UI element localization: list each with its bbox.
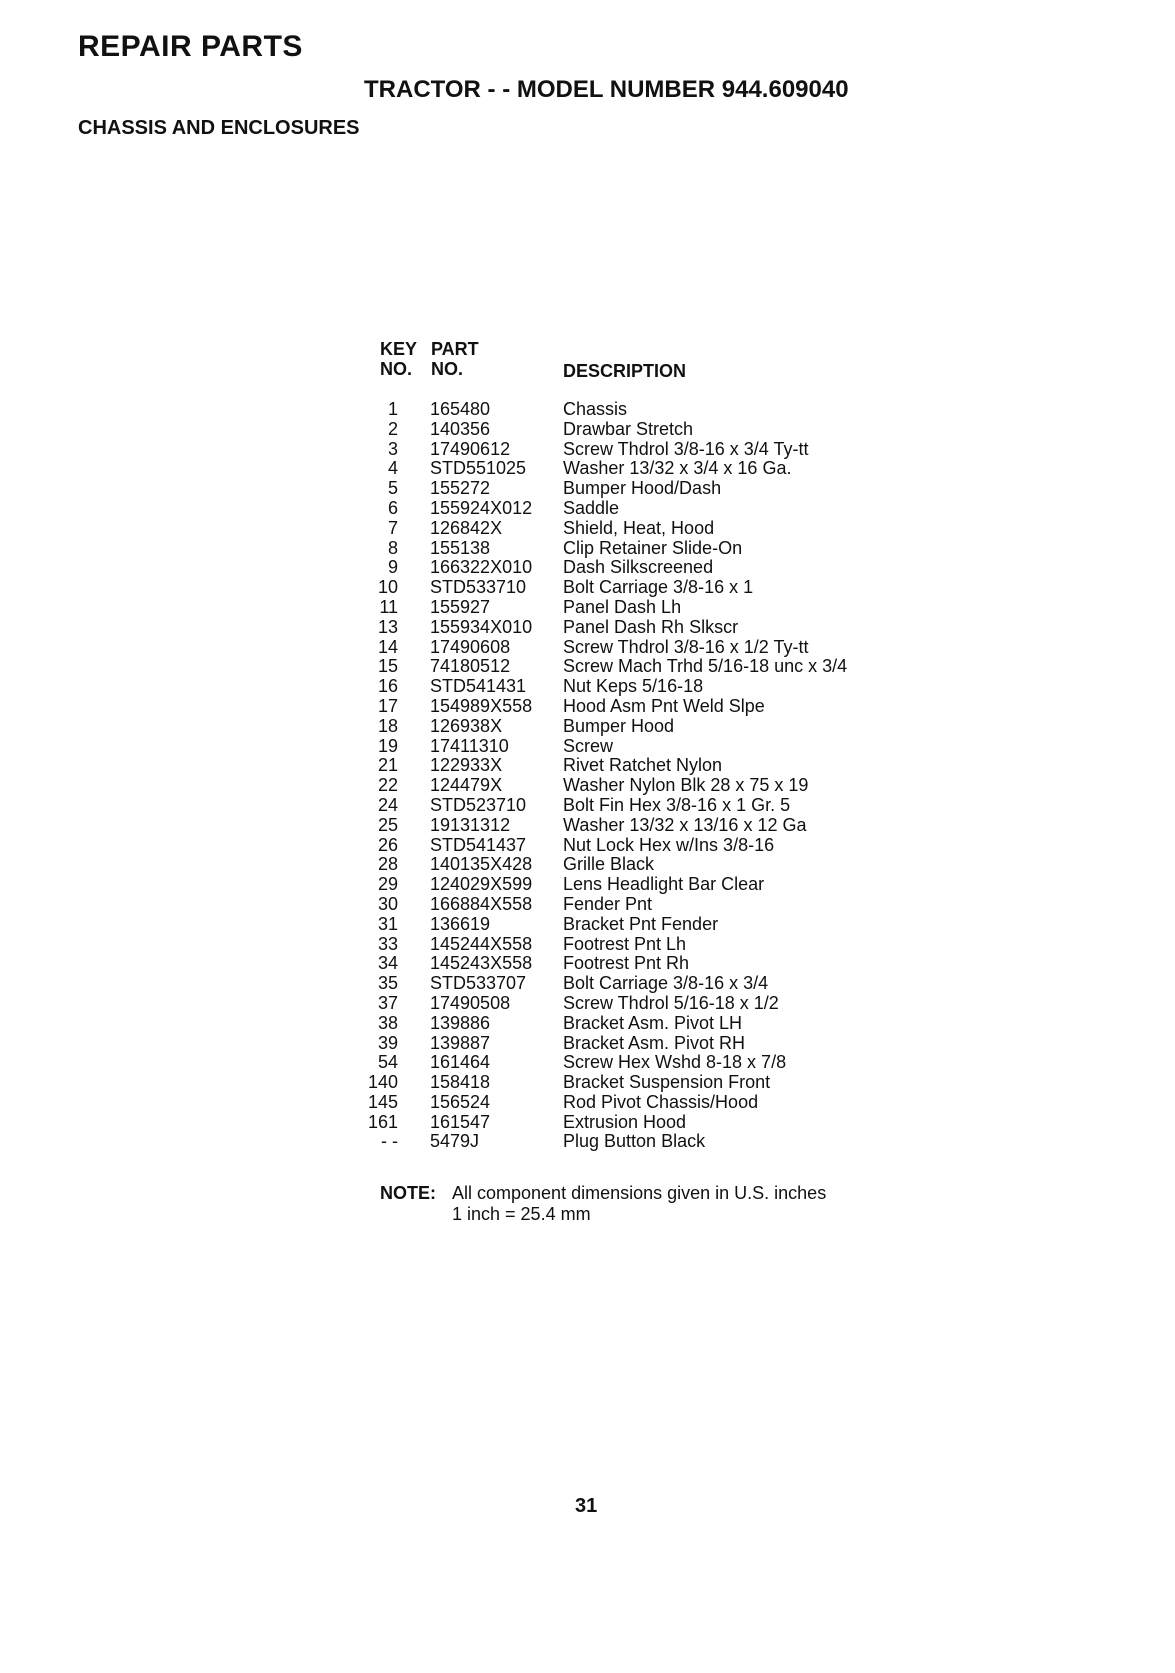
description-cell: Nut Keps 5/16-18 [563, 676, 704, 697]
part-no-cell: 17411310 [430, 735, 509, 756]
table-row [360, 1014, 920, 1034]
key-no-cell: 17 [377, 695, 398, 716]
part-no-cell: 139886 [430, 1012, 491, 1033]
key-no-cell: 28 [377, 854, 398, 875]
description-cell: Saddle [563, 497, 620, 518]
key-no-header-line2: NO. [380, 359, 413, 379]
key-no-header-line1: KEY [380, 339, 418, 359]
key-no-cell: 161 [367, 1111, 398, 1132]
description-cell: Lens Headlight Bar Clear [563, 874, 765, 895]
description-cell: Fender Pnt [563, 893, 653, 914]
key-no-cell: 16 [377, 676, 398, 697]
table-row [360, 915, 920, 935]
key-no-cell: 7 [387, 517, 398, 538]
part-no-cell: 161464 [430, 1052, 491, 1073]
description-cell: Screw Mach Trhd 5/16-18 unc x 3/4 [563, 656, 848, 677]
description-cell: Washer 13/32 x 3/4 x 16 Ga. [563, 458, 792, 479]
table-row [360, 796, 920, 816]
table-row [360, 657, 920, 677]
description-cell: Hood Asm Pnt Weld Slpe [563, 695, 765, 716]
key-no-cell: 8 [387, 537, 398, 558]
table-row [360, 974, 920, 994]
part-no-cell: 140356 [430, 418, 491, 439]
table-row [360, 717, 920, 737]
description-cell: Screw Thdrol 3/8-16 x 3/4 Ty-tt [563, 438, 809, 459]
part-no-cell: 17490508 [430, 992, 511, 1013]
key-no-cell: 13 [377, 616, 398, 637]
part-no-cell: 155138 [430, 537, 491, 558]
table-row [360, 776, 920, 796]
part-no-cell: 17490612 [430, 438, 511, 459]
part-no-cell: 136619 [430, 913, 491, 934]
key-no-cell: 26 [377, 834, 398, 855]
description-cell: Screw Thdrol 3/8-16 x 1/2 Ty-tt [563, 636, 809, 657]
description-cell: Rivet Ratchet Nylon [563, 755, 723, 776]
table-row [360, 677, 920, 697]
key-no-cell: 22 [377, 775, 398, 796]
description-header: DESCRIPTION [563, 361, 687, 381]
table-row [360, 954, 920, 974]
table-row [360, 994, 920, 1014]
part-no-cell: 124479X [430, 775, 503, 796]
description-cell: Screw Hex Wshd 8-18 x 7/8 [563, 1052, 787, 1073]
key-no-cell: 9 [387, 557, 398, 578]
key-no-cell: 37 [377, 992, 398, 1013]
key-no-cell: 19 [377, 735, 398, 756]
description-cell: Bolt Fin Hex 3/8-16 x 1 Gr. 5 [563, 794, 791, 815]
key-no-cell: 29 [377, 874, 398, 895]
section-heading: CHASSIS AND ENCLOSURES [78, 117, 360, 139]
dimension-note [380, 1183, 826, 1225]
key-no-cell: 31 [377, 913, 398, 934]
key-no-cell: 33 [377, 933, 398, 954]
description-cell: Extrusion Hood [563, 1111, 687, 1132]
key-no-cell: 140 [367, 1072, 398, 1093]
description-cell: Panel Dash Lh [563, 596, 682, 617]
table-row [360, 875, 920, 895]
table-row [360, 459, 920, 479]
table-row [360, 1034, 920, 1054]
table-row [360, 420, 920, 440]
table-row [360, 519, 920, 539]
table-row [360, 1093, 920, 1113]
table-row [360, 558, 920, 578]
part-no-cell: 145243X558 [430, 953, 533, 974]
part-no-cell: 154989X558 [430, 695, 533, 716]
key-no-cell: 3 [387, 438, 398, 459]
description-cell: Footrest Pnt Lh [563, 933, 687, 954]
note-label: NOTE: [380, 1183, 436, 1203]
table-row [360, 1073, 920, 1093]
part-no-cell: 166322X010 [430, 557, 533, 578]
description-cell: Bracket Asm. Pivot LH [563, 1012, 743, 1033]
key-no-cell: 1 [387, 399, 398, 419]
model-heading: TRACTOR - - MODEL NUMBER 944.609040 [364, 76, 849, 103]
page-title: REPAIR PARTS [78, 30, 303, 63]
part-no-cell: 155924X012 [430, 497, 533, 518]
description-cell: Plug Button Black [563, 1131, 706, 1152]
description-cell: Bracket Suspension Front [563, 1072, 771, 1093]
description-cell: Bracket Asm. Pivot RH [563, 1032, 746, 1053]
table-row [360, 440, 920, 460]
part-no-cell: STD541431 [430, 676, 527, 697]
part-no-cell: 161547 [430, 1111, 491, 1132]
key-no-cell: 38 [377, 1012, 398, 1033]
part-no-cell: 126842X [430, 517, 503, 538]
key-no-cell: 4 [387, 458, 398, 479]
table-row [360, 598, 920, 618]
key-no-cell: 10 [377, 577, 398, 598]
description-cell: Dash Silkscreened [563, 557, 714, 578]
part-no-cell: 74180512 [430, 656, 511, 677]
key-no-cell: 11 [379, 596, 398, 617]
part-no-cell: 166884X558 [430, 893, 533, 914]
description-cell: Grille Black [563, 854, 655, 875]
key-no-cell: 2 [387, 418, 398, 439]
table-row [360, 737, 920, 757]
part-no-cell: STD523710 [430, 794, 527, 815]
key-no-cell: 5 [387, 478, 398, 499]
table-row [360, 618, 920, 638]
key-no-cell: 24 [377, 794, 398, 815]
part-no-cell: 19131312 [430, 814, 511, 835]
description-cell: Washer 13/32 x 13/16 x 12 Ga [563, 814, 807, 835]
key-no-cell: 18 [377, 715, 398, 736]
description-cell: Screw [563, 735, 614, 756]
part-no-cell: 126938X [430, 715, 503, 736]
key-no-cell: 39 [377, 1032, 398, 1053]
key-no-cell: 30 [377, 893, 398, 914]
table-row [360, 539, 920, 559]
part-no-header-line2: NO. [431, 359, 464, 379]
part-no-cell: 155927 [430, 596, 491, 617]
description-cell: Washer Nylon Blk 28 x 75 x 19 [563, 775, 809, 796]
description-cell: Bolt Carriage 3/8-16 x 3/4 [563, 973, 769, 994]
table-row [360, 697, 920, 717]
part-no-cell: STD541437 [430, 834, 527, 855]
part-no-cell: 17490608 [430, 636, 511, 657]
description-cell: Screw Thdrol 5/16-18 x 1/2 [563, 992, 779, 1013]
key-no-cell: 35 [377, 973, 398, 994]
part-no-cell: 155934X010 [430, 616, 533, 637]
table-row [360, 895, 920, 915]
description-cell: Bumper Hood [563, 715, 675, 736]
part-no-cell: 140135X428 [430, 854, 533, 875]
table-row [360, 638, 920, 658]
description-cell: Shield, Heat, Hood [563, 517, 715, 538]
part-no-cell: STD533710 [430, 577, 527, 598]
table-row [360, 935, 920, 955]
table-row [360, 400, 920, 420]
key-no-cell: 6 [387, 497, 398, 518]
part-no-cell: 122933X [430, 755, 503, 776]
part-no-cell: 145244X558 [430, 933, 533, 954]
description-cell: Footrest Pnt Rh [563, 953, 690, 974]
key-no-cell: 21 [377, 755, 398, 776]
part-no-cell: 165480 [430, 399, 491, 419]
table-row [360, 836, 920, 856]
part-no-cell: 5479J [430, 1131, 480, 1152]
description-cell: Clip Retainer Slide-On [563, 537, 743, 558]
table-row [360, 1053, 920, 1073]
key-no-cell: 145 [367, 1091, 398, 1112]
description-cell: Bolt Carriage 3/8-16 x 1 [563, 577, 754, 598]
key-no-cell: 25 [377, 814, 398, 835]
part-no-cell: 155272 [430, 478, 491, 499]
part-no-cell: 156524 [430, 1091, 491, 1112]
part-no-header-line1: PART [431, 339, 479, 359]
part-no-cell: 139887 [430, 1032, 491, 1053]
table-row [360, 756, 920, 776]
description-cell: Rod Pivot Chassis/Hood [563, 1091, 759, 1112]
description-cell: Bracket Pnt Fender [563, 913, 719, 934]
table-row [360, 499, 920, 519]
table-row [360, 855, 920, 875]
table-row [360, 1113, 920, 1133]
table-row [360, 578, 920, 598]
parts-list [360, 400, 920, 1152]
table-row [360, 1132, 920, 1152]
key-no-cell: 54 [377, 1052, 398, 1073]
description-cell: Nut Lock Hex w/Ins 3/8-16 [563, 834, 775, 855]
description-cell: Chassis [563, 399, 628, 419]
description-cell: Panel Dash Rh Slkscr [563, 616, 739, 637]
description-cell: Drawbar Stretch [563, 418, 694, 439]
description-cell: Bumper Hood/Dash [563, 478, 722, 499]
key-no-cell: 34 [377, 953, 398, 974]
key-no-cell: 15 [377, 656, 398, 677]
part-no-cell: 124029X599 [430, 874, 533, 895]
part-no-cell: STD533707 [430, 973, 527, 994]
note-text-line1: All component dimensions given in U.S. inches [452, 1183, 827, 1203]
part-no-cell: STD551025 [430, 458, 527, 479]
page-number: 31 [575, 1495, 598, 1517]
table-row [360, 816, 920, 836]
table-row [360, 479, 920, 499]
parts-table-header [380, 340, 900, 388]
part-no-cell: 158418 [430, 1072, 491, 1093]
key-no-cell: - - [381, 1131, 398, 1152]
note-text-line2: 1 inch = 25.4 mm [452, 1204, 591, 1224]
key-no-cell: 14 [377, 636, 398, 657]
